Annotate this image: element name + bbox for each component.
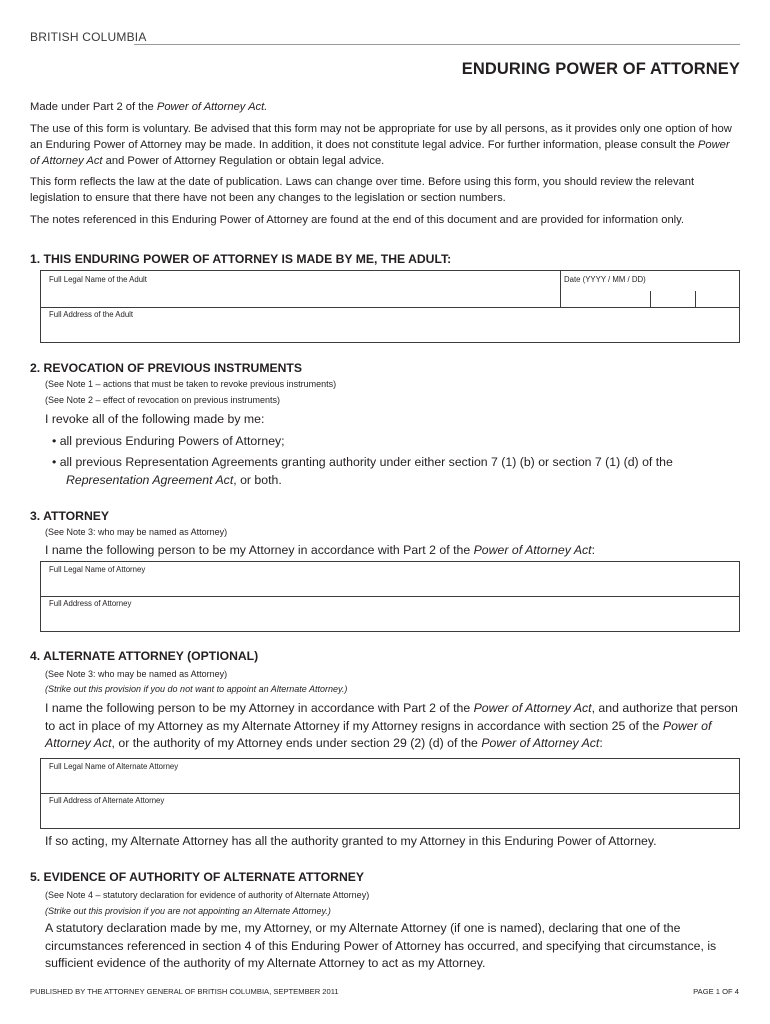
notes-text: The notes referenced in this Enduring Power of Attorney are found at the end of this document and are provided for information only. — [30, 214, 685, 226]
page-title: ENDURING POWER OF ATTORNEY — [461, 60, 740, 78]
revoke-bullet-1: • all previous Enduring Powers of Attorney; — [52, 434, 285, 448]
section1-heading: 1. THIS ENDURING POWER OF ATTORNEY IS MADE BY ME, THE ADULT: — [30, 252, 452, 266]
date-tick-1 — [650, 291, 651, 307]
voluntary-text: The use of this form is voluntary. Be advised that this form may not be appropriate for use by all persons, as it provides only one option of how an Enduring Power of Attorney may be made. In addition, it does not constitute legal advice. For further information, please consult the Power of Attorney Act and Power of Attorney Regulation or obtain legal advice. — [30, 123, 732, 167]
section3-note: (See Note 3: who may be named as Attorney) — [45, 527, 228, 537]
jurisdiction-label: BRITISH COLUMBIA — [30, 30, 147, 44]
section4-body: I name the following person to be my Attorney in accordance with Part 2 of the Power of Attorney Act, and authorize that person to act in place of my Attorney as my Alternate Attorney if my Attorney resigns in accordance with section 25 of the Power of Attorney Act, or the authority of my Attorney ends under section 29 (2) (d) of the Power of Attorney Act: — [45, 701, 738, 750]
section3-body: I name the following person to be my Attorney in accordance with Part 2 of the Power of Attorney Act: — [45, 543, 596, 557]
section5-body: A statutory declaration made by me, my Attorney, or my Alternate Attorney (if one is named), declaring that one of the circumstances referenced in section 4 of this Enduring Power of Attorney has occurred, and specifying that circumstance, is sufficient evidence of the authority of my Alternate Attorney to act as my Attorney. — [45, 921, 717, 970]
footer-page-number: PAGE 1 OF 4 — [693, 987, 739, 996]
adult-box-divider — [41, 307, 739, 308]
alternate-address-field[interactable]: Full Address of Alternate Attorney — [49, 796, 165, 805]
adult-info-box — [40, 270, 740, 343]
adult-name-field[interactable]: Full Legal Name of the Adult — [49, 275, 147, 284]
made-under-text: Made under Part 2 of the Power of Attorney Act. — [30, 101, 268, 113]
section5-strike: (Strike out this provision if you are not appointing an Alternate Attorney.) — [45, 906, 331, 916]
section5-heading: 5. EVIDENCE OF AUTHORITY OF ALTERNATE ATTORNEY — [30, 870, 365, 884]
date-tick-2 — [695, 291, 696, 307]
section4-note: (See Note 3: who may be named as Attorney) — [45, 669, 228, 679]
revoke-lead: I revoke all of the following made by me: — [45, 412, 265, 426]
section5-note: (See Note 4 – statutory declaration for evidence of authority of Alternate Attorney) — [45, 890, 370, 900]
attorney-name-field[interactable]: Full Legal Name of Attorney — [49, 565, 146, 574]
date-field[interactable]: Date (YYYY / MM / DD) — [564, 275, 646, 284]
section2-heading: 2. REVOCATION OF PREVIOUS INSTRUMENTS — [30, 361, 302, 375]
section4-heading: 4. ALTERNATE ATTORNEY (OPTIONAL) — [30, 649, 259, 663]
section2-note1: (See Note 1 – actions that must be taken to revoke previous instruments) — [45, 379, 337, 389]
section4-strike: (Strike out this provision if you do not want to appoint an Alternate Attorney.) — [45, 684, 348, 694]
attorney-box-divider — [41, 596, 739, 597]
revoke-bullet-2: • all previous Representation Agreements granting authority under either section 7 (1) (b) or section 7 (1) (d) of the Representation Agreement Act, or both. — [52, 455, 673, 487]
footer-publisher: PUBLISHED BY THE ATTORNEY GENERAL OF BRITISH COLUMBIA, SEPTEMBER 2011 — [30, 987, 339, 996]
attorney-address-field[interactable]: Full Address of Attorney — [49, 599, 132, 608]
reflects-text: This form reflects the law at the date of publication. Laws can change over time. Before using this form, you should review the relevant legislation to ensure that there have not been any changes to the legislation or section numbers. — [30, 176, 695, 204]
section4-after: If so acting, my Alternate Attorney has all the authority granted to my Attorney in this Enduring Power of Attorney. — [45, 834, 657, 848]
alternate-info-box — [40, 758, 740, 829]
attorney-info-box — [40, 561, 740, 632]
header-rule — [134, 44, 740, 45]
section3-heading: 3. ATTORNEY — [30, 509, 110, 523]
alternate-box-divider — [41, 793, 739, 794]
adult-address-field[interactable]: Full Address of the Adult — [49, 310, 134, 319]
date-divider — [560, 271, 561, 307]
section2-note2: (See Note 2 – effect of revocation on previous instruments) — [45, 395, 280, 405]
alternate-name-field[interactable]: Full Legal Name of Alternate Attorney — [49, 762, 179, 771]
